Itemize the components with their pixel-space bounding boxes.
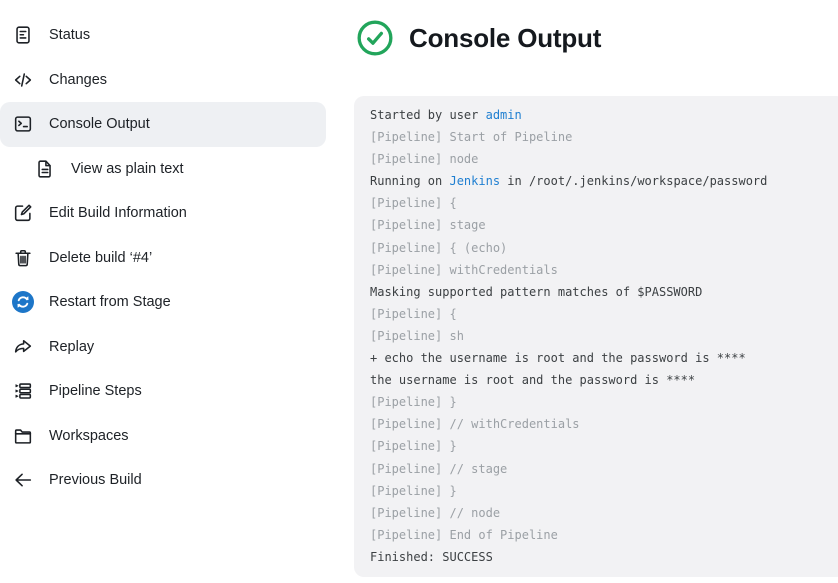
edit-icon <box>11 201 35 225</box>
sidebar-item-label: Changes <box>49 71 108 88</box>
console-text: the username is root and the password is **** <box>370 373 696 388</box>
sidebar-item-restart-from-stage[interactable] <box>0 280 326 325</box>
sidebar-item-label: Edit Build Information <box>49 205 187 222</box>
console-text: + echo the username is root and the password is **** <box>370 351 746 366</box>
changes-icon <box>11 68 35 92</box>
console-line <box>370 303 830 325</box>
console-line <box>370 546 830 568</box>
console-text: [Pipeline] // node <box>370 505 501 520</box>
console-line <box>370 413 830 435</box>
sidebar-item-replay[interactable] <box>0 325 326 370</box>
console-line <box>370 192 830 214</box>
console-line <box>370 347 830 369</box>
console-text: [Pipeline] withCredentials <box>370 262 558 277</box>
console-text: [Pipeline] End of Pipeline <box>370 527 558 542</box>
console-text: [Pipeline] Start of Pipeline <box>370 130 573 145</box>
sidebar-item-label: Console Output <box>49 116 150 133</box>
console-line <box>370 502 830 524</box>
sidebar <box>0 13 326 503</box>
console-text: [Pipeline] } <box>370 439 457 454</box>
sidebar-item-console-output[interactable] <box>0 102 326 147</box>
sidebar-item-view-as-plain-text[interactable] <box>0 147 326 192</box>
sidebar-item-label: Workspaces <box>49 427 129 444</box>
console-text: [Pipeline] } <box>370 483 457 498</box>
console-text: [Pipeline] node <box>370 152 479 167</box>
console-line <box>370 325 830 347</box>
previous-build-icon <box>11 468 35 492</box>
console-line <box>370 458 830 480</box>
sidebar-item-pipeline-steps[interactable] <box>0 369 326 414</box>
console-text: Started by user <box>370 108 486 122</box>
console-icon <box>11 112 35 136</box>
console-line <box>370 435 830 457</box>
console-link[interactable]: admin <box>485 108 522 122</box>
sidebar-item-changes[interactable] <box>0 58 326 103</box>
console-line <box>370 259 830 281</box>
console-line <box>370 369 830 391</box>
console-text: [Pipeline] { <box>370 196 457 211</box>
console-text: Running on <box>370 174 450 189</box>
console-text: Finished: SUCCESS <box>370 549 493 564</box>
sidebar-item-label: Restart from Stage <box>49 294 171 311</box>
console-line <box>370 126 830 148</box>
console-line <box>370 104 830 126</box>
console-text: Masking supported pattern matches of $PASSWORD <box>370 284 703 299</box>
replay-icon <box>11 335 35 359</box>
sidebar-item-label: Previous Build <box>49 472 142 489</box>
console-text: [Pipeline] // withCredentials <box>370 417 580 432</box>
build-success-icon <box>356 19 394 57</box>
console-output-panel[interactable] <box>354 96 838 577</box>
page-header <box>356 19 601 57</box>
console-link[interactable]: Jenkins <box>449 174 501 189</box>
restart-icon <box>11 290 35 314</box>
plain-text-icon <box>33 157 57 181</box>
console-line <box>370 148 830 170</box>
console-line <box>370 214 830 236</box>
sidebar-item-label: Replay <box>49 338 95 355</box>
console-line <box>370 391 830 413</box>
page-title: Console Output <box>409 22 602 53</box>
trash-icon <box>11 246 35 270</box>
console-text: [Pipeline] sh <box>370 328 464 343</box>
status-icon <box>11 23 35 47</box>
console-text: [Pipeline] // stage <box>370 461 508 476</box>
console-line <box>370 281 830 303</box>
pipeline-steps-icon <box>11 379 35 403</box>
sidebar-item-label: Delete build ‘#4’ <box>49 249 153 266</box>
sidebar-item-label: Pipeline Steps <box>49 383 142 400</box>
console-line <box>370 480 830 502</box>
console-text: [Pipeline] } <box>370 395 457 410</box>
console-text: in /root/.jenkins/workspace/password <box>500 174 768 189</box>
workspaces-icon <box>11 424 35 448</box>
sidebar-item-delete-build[interactable] <box>0 236 326 281</box>
console-text: [Pipeline] stage <box>370 218 486 233</box>
console-line <box>370 237 830 259</box>
sidebar-item-workspaces[interactable] <box>0 414 326 459</box>
sidebar-item-previous-build[interactable] <box>0 458 326 503</box>
console-text: [Pipeline] { (echo) <box>370 240 508 255</box>
sidebar-item-label: View as plain text <box>71 160 184 177</box>
console-log <box>354 96 838 576</box>
console-line <box>370 524 830 546</box>
sidebar-item-edit-build-information[interactable] <box>0 191 326 236</box>
console-line <box>370 170 830 192</box>
sidebar-item-status[interactable] <box>0 13 326 58</box>
sidebar-item-label: Status <box>49 27 91 44</box>
console-text: [Pipeline] { <box>370 306 457 321</box>
